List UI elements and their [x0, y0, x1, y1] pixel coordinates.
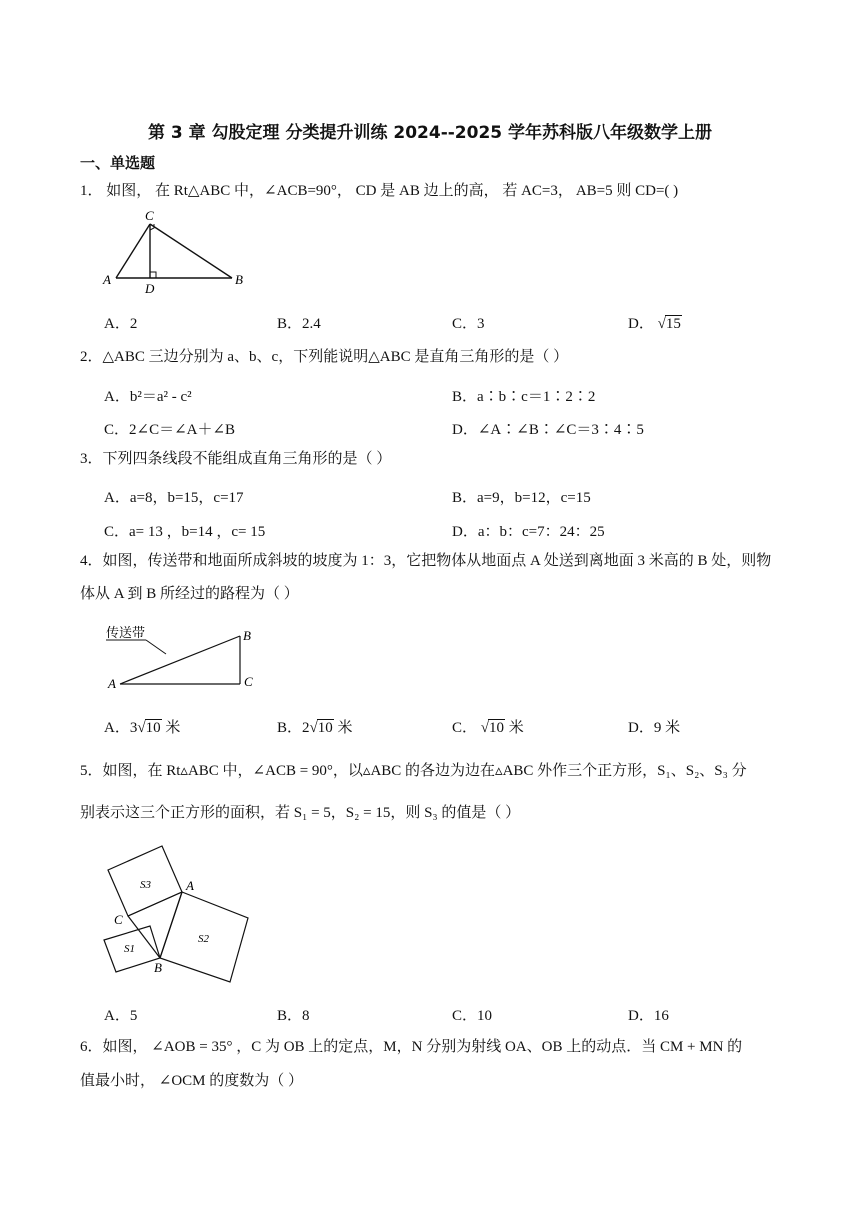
fig4-label-conveyor: 传送带 — [106, 626, 146, 641]
question-4-stem-line-2: 体从 A 到 B 所经过的路程为（ ） — [80, 586, 299, 602]
fig5-label-c: C — [114, 912, 123, 927]
fig4-label-c: C — [244, 674, 253, 689]
q2-option-b[interactable]: B．a∶b∶c＝1∶2∶2 — [452, 389, 596, 405]
question-5-stem-line-1: 5．如图，在 Rt▵ABC 中，∠ACB = 90°，以▵ABC 的各边为边在▵ABC 外作三个正方形，S₁、S₂、S₃ 分 — [80, 763, 747, 779]
fig5-label-b: B — [154, 960, 162, 975]
q5-option-d[interactable]: D．16 — [628, 1008, 669, 1024]
q4-option-b[interactable]: B．2√10 米 — [277, 720, 353, 736]
fig1-label-d: D — [145, 281, 155, 296]
fig4-label-b: B — [243, 628, 251, 643]
fig1-label-c: C — [145, 208, 154, 223]
q3-option-a[interactable]: A．a=8，b=15，c=17 — [104, 490, 244, 506]
question-2-stem: 2．△ABC 三边分别为 a、b、c，下列能说明△ABC 是直角三角形的是（ ） — [80, 349, 569, 365]
question-6-stem-line-2: 值最小时， ∠OCM 的度数为（ ） — [80, 1073, 303, 1089]
q2-option-c[interactable]: C．2∠C＝∠A＋∠B — [104, 422, 236, 438]
question-5-stem-line-2: 别表示这三个正方形的面积，若 S₁ = 5，S₂ = 15，则 S₃ 的值是（ ） — [80, 805, 521, 821]
fig4-label-a: A — [108, 676, 116, 691]
q4-option-d[interactable]: D．9 米 — [628, 720, 681, 736]
sqrt-symbol: √ — [657, 316, 666, 332]
q2-option-a[interactable]: A．b²＝a² - c² — [104, 389, 192, 405]
fig5-label-s1: S1 — [124, 943, 135, 955]
q1-option-d[interactable]: D． √15 — [628, 316, 681, 332]
fig1-label-b: B — [235, 272, 243, 287]
question-1-figure — [100, 208, 250, 296]
q1-option-c[interactable]: C．3 — [452, 316, 485, 332]
sqrt-symbol: √ — [309, 720, 318, 736]
q1-option-b[interactable]: B．2.4 — [277, 316, 321, 332]
q4-option-a[interactable]: A．3√10 米 — [104, 720, 181, 736]
sqrt-symbol: √ — [137, 720, 146, 736]
page-title: 第 3 章 勾股定理 分类提升训练 2024--2025 学年苏科版八年级数学上册 — [147, 123, 713, 143]
fig5-label-a: A — [186, 878, 194, 893]
question-3-stem: 3．下列四条线段不能组成直角三角形的是（ ） — [80, 451, 392, 467]
q1-option-a[interactable]: A．2 — [104, 316, 138, 332]
q4-option-c[interactable]: C． √10 米 — [452, 720, 524, 736]
sqrt-symbol: √ — [480, 720, 489, 736]
question-4-figure — [100, 622, 270, 696]
section-heading: 一、单选题 — [80, 154, 156, 172]
question-4-stem-line-1: 4．如图，传送带和地面所成斜坡的坡度为 1：3，它把物体从地面点 A 处送到离地面 3 米高的 B 处，则物 — [80, 553, 772, 569]
fig5-label-s3: S3 — [140, 879, 151, 891]
fig5-label-s2: S2 — [198, 933, 209, 945]
q5-option-a[interactable]: A．5 — [104, 1008, 138, 1024]
question-1-stem: 1． 如图， 在 Rt△ABC 中，∠ACB=90°， CD 是 AB 边上的高， 若 AC=3， AB=5 则 CD=( ) — [80, 183, 679, 199]
q5-option-c[interactable]: C．10 — [452, 1008, 493, 1024]
q3-option-c[interactable]: C．a= 13 ，b=14 ，c= 15 — [104, 524, 266, 540]
q2-option-d[interactable]: D．∠A∶∠B∶∠C＝3∶4∶5 — [452, 422, 644, 438]
q3-option-d[interactable]: D．a：b：c=7：24：25 — [452, 524, 605, 540]
fig1-label-a: A — [103, 272, 111, 287]
q3-option-b[interactable]: B．a=9，b=12，c=15 — [452, 490, 591, 506]
question-5-figure — [100, 838, 260, 986]
question-6-stem-line-1: 6．如图， ∠AOB = 35° ，C 为 OB 上的定点，M，N 分别为射线 OA、OB 上的动点．当 CM + MN 的 — [80, 1039, 743, 1055]
q5-option-b[interactable]: B．8 — [277, 1008, 310, 1024]
